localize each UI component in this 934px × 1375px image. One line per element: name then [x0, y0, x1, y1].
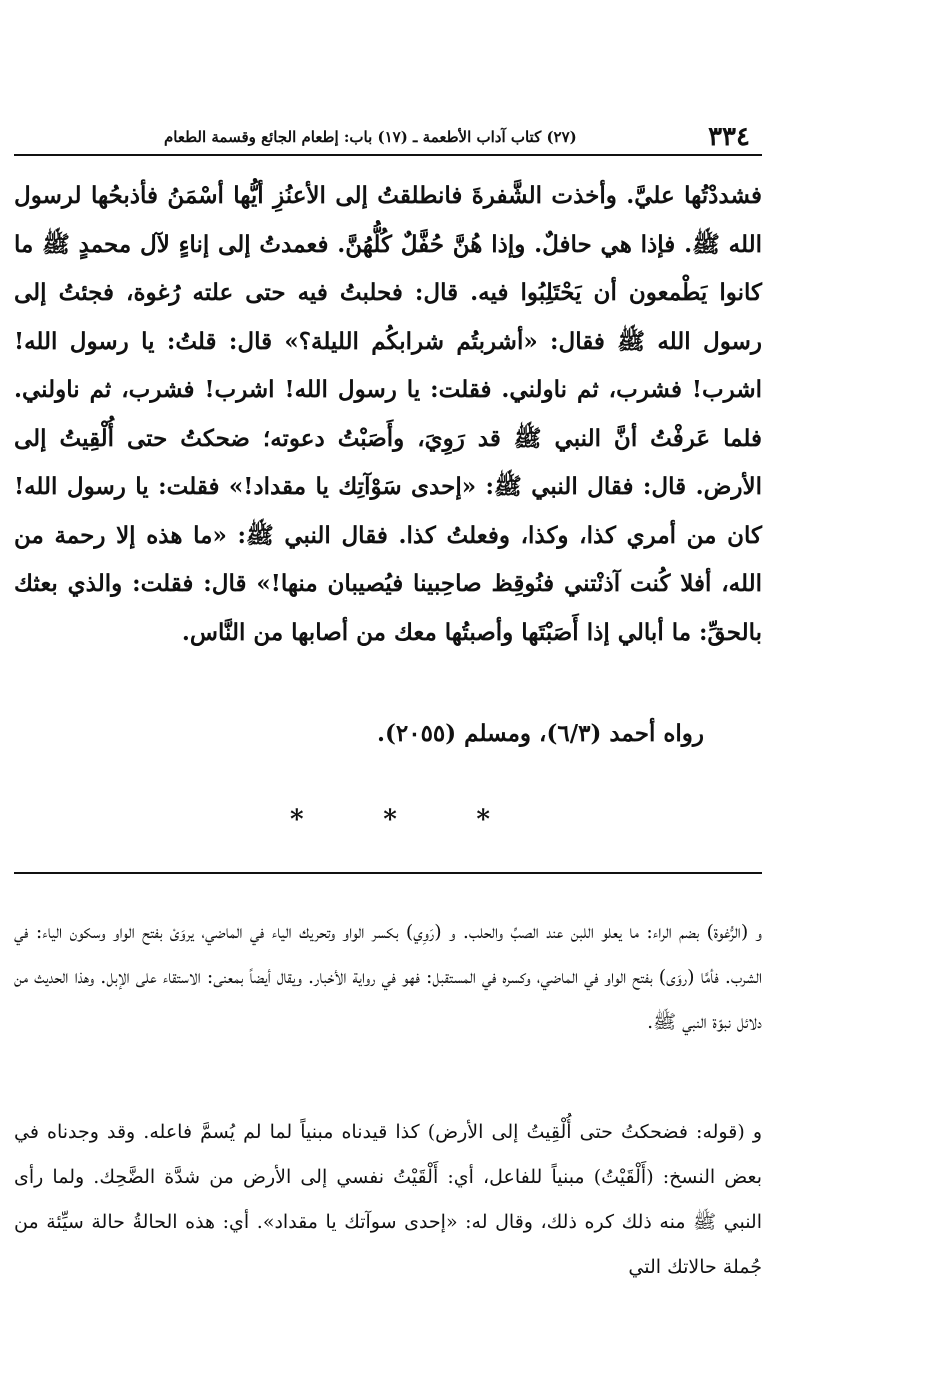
- page-header: [14, 120, 762, 156]
- separator-star: *: [383, 805, 397, 835]
- separator-star: *: [476, 805, 490, 835]
- page-number: ٣٣٤: [708, 122, 750, 152]
- hadith-citation: رواه أحمد (٦/٣)، ومسلم (٢٠٥٥).: [376, 720, 704, 747]
- footnote-divider: [14, 872, 762, 874]
- running-title: (٢٧) كتاب آداب الأطعمة ـ (١٧) باب: إطعام الجائع وقسمة الطعام: [164, 128, 577, 146]
- section-separator: [290, 805, 490, 835]
- footnote-paragraph: و (قوله: فضحكتُ حتى أُلْقِيتُ إلى الأرض) كذا قيدناه مبنياً لما لم يُسمَّ فاعله. وقد وجدناه في بعض النسخ: (أَلْقَيْتُ) مبنياً للفاعل، أي: أَلْقَيْتُ نفسي إلى الأرض من شدَّة الضَّحِك. ولما رأى النبي ﷺ منه ذلك كره ذلك، وقال له: «إحدى سوآتك يا مقداد». أي: هذه الحالةُ حالة سيِّئة من جُملة حالاتك التي: [14, 1121, 762, 1278]
- footnote-paragraph: و (الرُّغوة) بضم الراء: ما يعلو اللبن عند الصبِّ والحلب. و (رَوِي) بكسر الواو وتحريك الياء في الماضي، يروَىْ بفتح الواو وسكون الياء: في الشرب. فأمَّا (روَى) بفتح الواو في الماضي، وكسره في المستقبل: فهو في رواية الأخبار. ويقال أيضاً بمعنى: الاستقاء على الإبل. وهذا الحديث من دلائل نبوّة النبي ﷺ.: [14, 921, 762, 1033]
- hadith-text: فشددْتُها عليَّ. وأخذت الشَّفرةَ فانطلقتُ إلى الأعنُزِ أيُّها أسْمَنُ فأذبحُها لرسول الله ﷺ. فإذا هي حافلٌ. وإذا هُنَّ حُفَّلٌ كُلُّهُنَّ. فعمدتُ إلى إناءٍ لآل محمدٍ ﷺ ما كانوا يَطْمعون أن يَحْتَلِبُوا فيه. قال: فحلبتُ فيه حتى علته رُغوة، فجئتُ إلى رسول الله ﷺ فقال: «أشربتُم شرابكُم الليلة؟» قال: قلتُ: يا رسول الله! اشرب! فشرب، ثم ناولني. فقلت: يا رسول الله! اشرب! فشرب، ثم ناولني. فلما عَرفْتُ أنَّ النبي ﷺ قد رَوِيَ، وأَصَبْتُ دعوته؛ ضحكتُ حتى أُلْقِيتُ إلى الأرض. قال: فقال النبي ﷺ: «إحدى سَوْآتِك يا مقداد!» فقلت: يا رسول الله! كان من أمري كذا، وكذا، وفعلتُ كذا. فقال النبي ﷺ: «ما هذه إلا رحمة من الله، أفلا كُنت آذنْتني فنُوقِظ صاحِبينا فيُصيبان منها!» قال: فقلت: والذي بعثك بالحقِّ: ما أبالي إذا أَصَبْتَها وأصبتُها معك من أصابها من النَّاس.: [14, 182, 762, 646]
- separator-star: *: [290, 805, 304, 835]
